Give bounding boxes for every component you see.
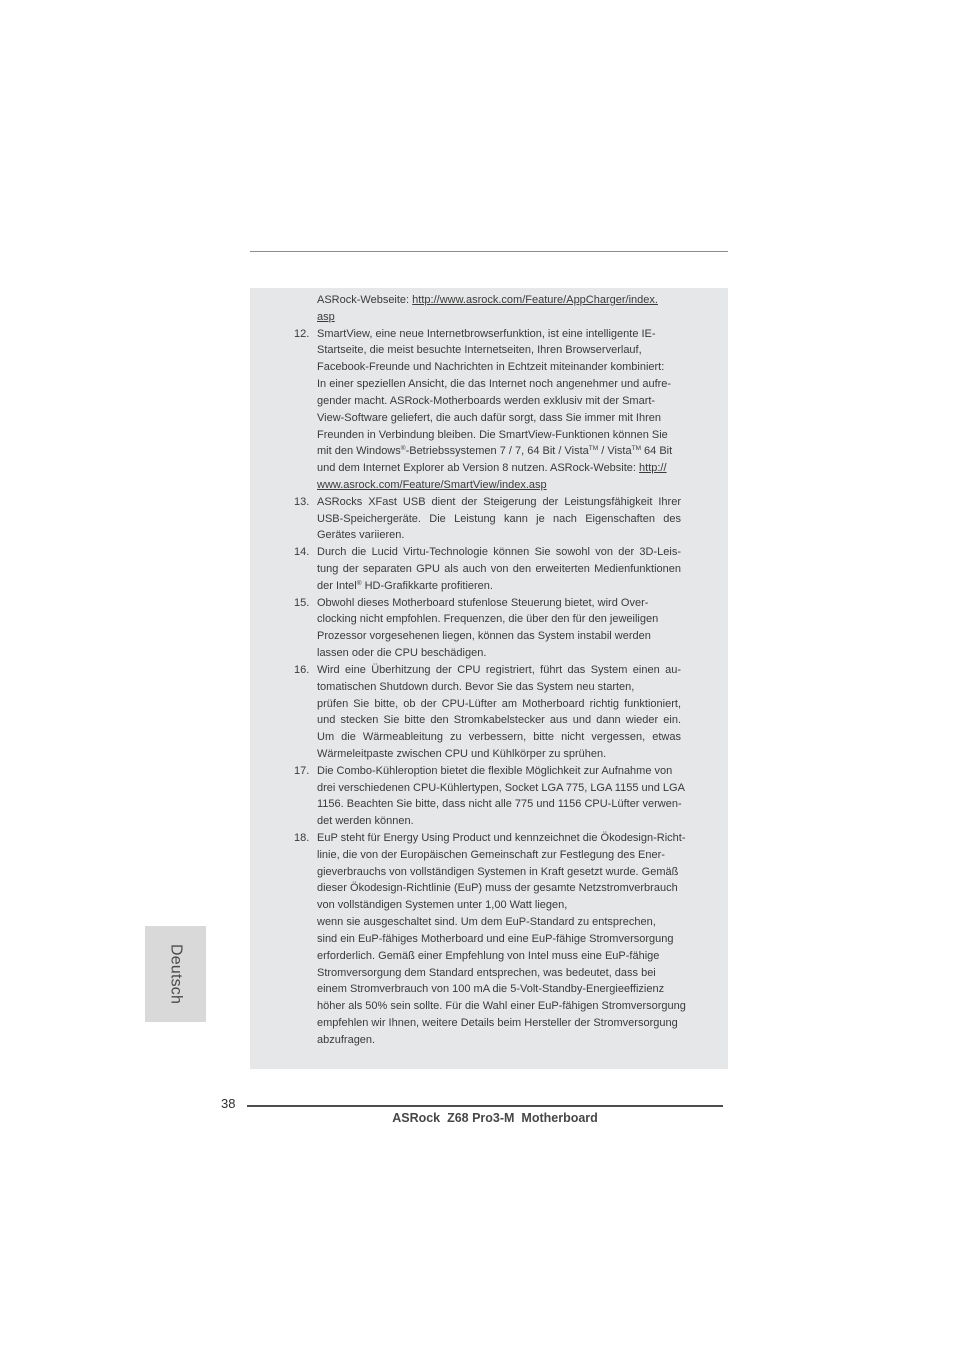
page-number: 38 [221,1096,236,1111]
text-line [317,611,681,628]
text-line [317,696,681,713]
item-number: 13. [294,495,310,508]
list-item [0,763,954,830]
text-run: Gerätes variieren. [317,529,405,542]
text-line [317,460,681,477]
text-run: 1156. Beachten Sie bitte, dass nicht alle 775 und 1156 CPU-Lüfter verwen- [317,798,682,811]
list-item [0,544,954,594]
text-run: sind ein EuP-fähiges Motherboard und eine EuP-fähige Stromversorgung [317,932,674,945]
item-number: 17. [294,764,310,777]
text-line [317,780,685,797]
list-item [0,326,954,494]
text-line [317,998,686,1015]
text-line [317,679,681,696]
text-run: Startseite, die meist besuchte Internetseiten, Ihren Browserverlauf, [317,344,642,357]
text-line [317,796,681,813]
url-link[interactable]: asp [317,310,335,323]
text-run: SmartView, eine neue Internetbrowserfunktion, ist eine intelligente IE- [317,327,656,340]
text-line [317,645,681,662]
text-line [317,914,681,931]
text-line [317,897,681,914]
text-run: -Betriebssystemen 7 / 7, 64 Bit / Vista [405,445,589,458]
text-line [317,595,681,612]
text-run: und stecken Sie bitte den Stromkabelstecker aus und dann wieder ein. [317,714,681,727]
text-run: der Intel [317,579,357,592]
text-run: höher als 50% sein sollte. Für die Wahl einer EuP-fähigen Stromversorgung [317,1000,686,1013]
text-line [317,544,681,561]
text-run: gieverbrauchs von vollständigen Systemen in Kraft gesetzt wurde. Gemäß [317,865,679,878]
text-line [317,965,681,982]
list-item [0,830,954,1049]
text-run: abzufragen. [317,1033,376,1046]
text-run: Obwohl dieses Motherboard stufenlose Steuerung bietet, wird Over- [317,596,649,609]
item-number: 18. [294,832,310,844]
text-line [317,326,681,343]
text-line [317,527,681,544]
text-line [317,376,681,393]
text-line [317,628,681,645]
text-run: ASRock-Webseite: [317,294,413,306]
text-run: ASRocks XFast USB dient der Steigerung der Leistungsfähigkeit Ihrer [317,495,681,508]
url-link[interactable]: http://www.asrock.com/Feature/AppCharger/index. [412,294,658,306]
text-line [317,511,681,528]
text-run: von vollständigen Systemen unter 1,00 Watt liegen, [317,899,568,912]
language-tab-label: Deutsch [167,943,185,1005]
text-run: lassen oder die CPU beschädigen. [317,647,487,660]
text-line [317,393,681,410]
footer-divider [247,1105,723,1107]
text-line [317,729,681,746]
text-run: prüfen Sie bitte, ob der CPU-Lüfter am Motherboard richtig funktioniert, [317,697,681,710]
text-line [317,948,681,965]
text-line [317,443,681,460]
text-run: Wird eine Überhitzung der CPU registriert, führt das System einen au- [317,663,681,676]
text-line [317,662,681,679]
text-line [317,864,681,881]
text-run: View-Software geliefert, die auch dafür sorgt, dass Sie immer mit Ihren [317,411,662,424]
text-line [317,477,681,494]
text-run: einem Stromverbrauch von 100 mA die 5-Volt-Standby-Energieeffizienz [317,983,665,996]
superscript-mark: TM [588,445,599,453]
item-number: 14. [294,546,310,559]
superscript-mark: ® [400,445,406,453]
notes-list [0,292,954,1049]
text-line [317,342,681,359]
item-number: 15. [294,596,310,609]
text-run: mit den Windows [317,445,401,458]
text-line [317,931,681,948]
text-run: empfehlen wir Ihnen, weitere Details beim Hersteller der Stromversorgung [317,1016,678,1029]
text-run: Freunden in Verbindung bleiben. Die SmartView-Funktionen können Sie [317,428,668,441]
text-line [317,427,681,444]
text-run: Stromversorgung dem Standard entsprechen, was bedeutet, dass bei [317,966,656,979]
text-run: In einer speziellen Ansicht, die das Internet noch angenehmer und aufre- [317,378,672,391]
text-run: EuP steht für Energy Using Product und kennzeichnet die Ökodesign-Richt- [317,832,686,844]
item-number: 16. [294,663,310,676]
text-run: wenn sie ausgeschaltet sind. Um dem EuP-Standard zu entsprechen, [317,916,656,929]
text-line [317,494,681,511]
list-item [0,595,954,662]
text-run: dieser Ökodesign-Richtlinie (EuP) muss der gesamte Netzstromverbrauch [317,882,678,895]
text-run: gender macht. ASRock-Motherboards werden exklusiv mit der Smart- [317,394,656,407]
text-line [317,813,681,830]
text-line [317,309,681,326]
text-run: linie, die von der Europäischen Gemeinschaft zur Festlegung des Ener- [317,848,665,861]
list-item [0,494,954,544]
item-number: 12. [294,327,310,340]
text-line [317,830,686,847]
url-link[interactable]: www.asrock.com/Feature/SmartView/index.asp [317,478,547,491]
url-link[interactable]: http:// [639,462,667,475]
text-line [317,712,681,729]
text-run: Facebook-Freunde und Nachrichten in Echtzeit miteinander kombiniert: [317,361,665,374]
superscript-mark: TM [631,445,641,453]
text-run: tomatischen Shutdown durch. Bevor Sie das System neu starten, [317,680,635,693]
language-tab [145,926,206,1022]
text-run: clocking nicht empfohlen. Frequenzen, die über den für den jeweiligen [317,613,659,626]
text-run: HD-Grafikkarte profitieren. [361,579,493,592]
text-run: und dem Internet Explorer ab Version 8 nutzen. ASRock-Website: [317,462,640,475]
text-run: erforderlich. Gemäß einer Empfehlung von Intel muss eine EuP-fähige [317,949,660,962]
text-run: det werden können. [317,815,414,828]
footer-title: ASRock Z68 Pro3-M Motherboard [392,1111,598,1125]
text-run: Die Combo-Kühleroption bietet die flexible Möglichkeit zur Aufnahme von [317,764,673,777]
text-run: Wärmeleitpaste zwischen CPU und Kühlkörper zu sprühen. [317,747,607,760]
text-line [317,410,681,427]
text-run: USB-Speichergeräte. Die Leistung kann je nach Eigenschaften des [317,512,681,525]
text-line [317,1015,681,1032]
header-divider [250,251,728,252]
superscript-mark: ® [356,579,362,587]
text-run: Durch die Lucid Virtu-Technologie können Sie sowohl von der 3D-Leis- [317,546,681,559]
text-line [317,292,681,309]
text-line [317,359,681,376]
text-run: drei verschiedenen CPU-Kühlertypen, Socket LGA 775, LGA 1155 und LGA [317,781,685,794]
text-run: Um die Wärmeableitung zu verbessern, bitte nicht vergessen, etwas [317,731,681,744]
text-line [317,880,681,897]
list-item [0,662,954,763]
text-line [317,847,681,864]
text-line [317,981,681,998]
text-run: Prozessor vorgesehenen liegen, können das System instabil werden [317,630,651,643]
text-line [317,1032,681,1049]
text-line [317,746,681,763]
text-run: 64 Bit [641,445,673,458]
text-line [317,763,681,780]
text-line [317,578,681,595]
text-line [317,561,681,578]
text-run: / Vista [598,445,632,458]
text-run: tung der separaten GPU als auch von den erweiterten Medienfunktionen [317,563,681,575]
list-item [0,292,954,326]
